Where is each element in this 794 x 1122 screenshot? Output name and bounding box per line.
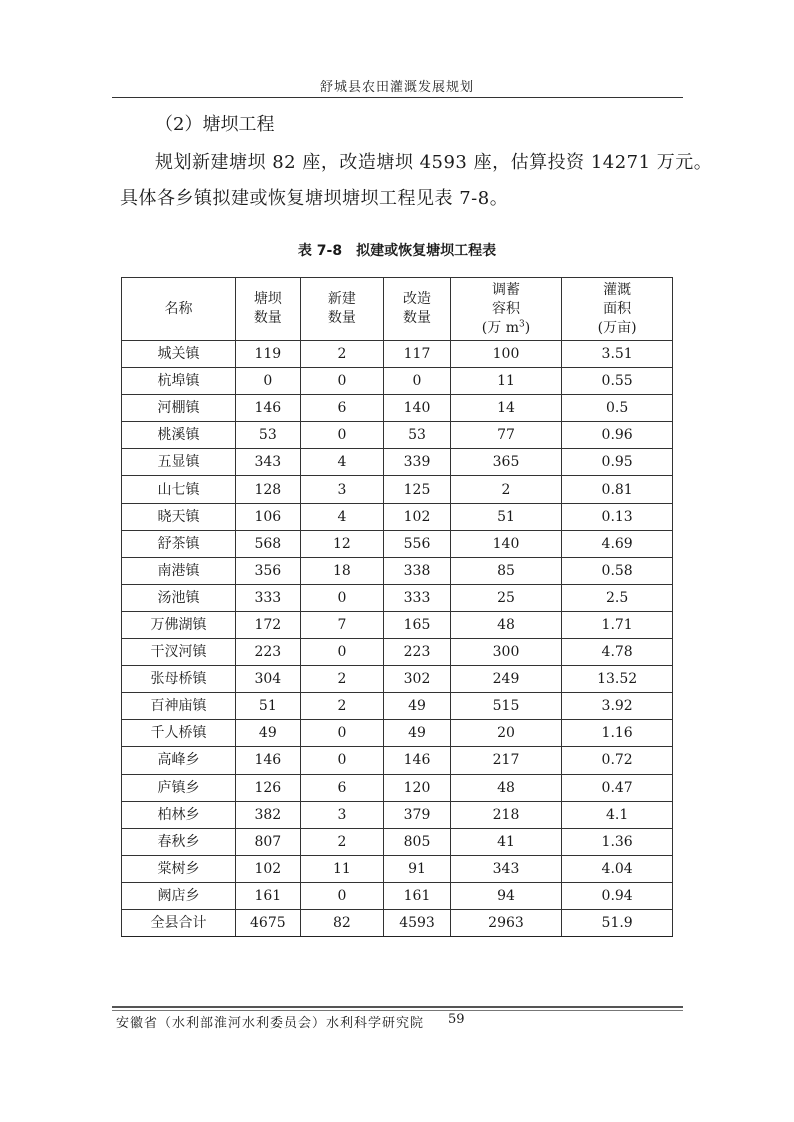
table-body: [122, 341, 673, 937]
header-dam-count: [236, 278, 300, 341]
header-name: [122, 278, 236, 341]
table-row: [122, 882, 673, 909]
cell-name: 干汊河镇: [122, 639, 236, 666]
cell-rebuild-count: 805: [384, 828, 450, 855]
table-row: [122, 395, 673, 422]
cell-rebuild-count: 223: [384, 639, 450, 666]
cell-dam-count: 128: [236, 476, 300, 503]
cell-irrigation-area: 0.81: [562, 476, 673, 503]
cell-dam-count: 223: [236, 639, 300, 666]
cell-new-count: 12: [300, 530, 384, 557]
body-paragraph-line-2: 具体各乡镇拟建或恢复塘坝塘坝工程见表 7-8。: [120, 188, 509, 209]
cell-rebuild-count: 165: [384, 611, 450, 638]
cell-irrigation-area: 13.52: [562, 666, 673, 693]
cell-name: 柏林乡: [122, 801, 236, 828]
cell-rebuild-count: 379: [384, 801, 450, 828]
table-row: [122, 611, 673, 638]
table-header-row: [122, 278, 673, 341]
cell-new-count: 0: [300, 368, 384, 395]
table-row: [122, 639, 673, 666]
table-row: [122, 341, 673, 368]
header-storage-l2: 容积: [492, 300, 520, 317]
cell-new-count: 2: [300, 341, 384, 368]
cell-dam-count: 102: [236, 855, 300, 882]
cell-rebuild-count: 339: [384, 449, 450, 476]
cell-rebuild-count: 49: [384, 720, 450, 747]
cell-rebuild-count: 161: [384, 882, 450, 909]
cell-new-count: 2: [300, 828, 384, 855]
cell-new-count: 18: [300, 557, 384, 584]
table-row: [122, 449, 673, 476]
cell-irrigation-area: 2.5: [562, 584, 673, 611]
cell-storage-volume: 140: [450, 530, 562, 557]
cell-storage-volume: 2963: [450, 909, 562, 936]
cell-dam-count: 568: [236, 530, 300, 557]
header-irrigation-area: [562, 278, 673, 341]
table-row: [122, 530, 673, 557]
cell-dam-count: 343: [236, 449, 300, 476]
cell-name: 南港镇: [122, 557, 236, 584]
table-row: [122, 801, 673, 828]
cell-irrigation-area: 0.96: [562, 422, 673, 449]
cell-irrigation-area: 4.69: [562, 530, 673, 557]
cell-dam-count: 51: [236, 693, 300, 720]
header-name-label: 名称: [164, 300, 193, 317]
cell-storage-volume: 515: [450, 693, 562, 720]
cell-irrigation-area: 1.16: [562, 720, 673, 747]
cell-rebuild-count: 556: [384, 530, 450, 557]
table-row: [122, 557, 673, 584]
cell-name: 庐镇乡: [122, 774, 236, 801]
cell-storage-volume: 217: [450, 747, 562, 774]
cell-irrigation-area: 0.13: [562, 503, 673, 530]
cell-new-count: 6: [300, 395, 384, 422]
header-new-count: [300, 278, 384, 341]
cell-new-count: 0: [300, 882, 384, 909]
cell-dam-count: 382: [236, 801, 300, 828]
cell-name: 阙店乡: [122, 882, 236, 909]
cell-rebuild-count: 53: [384, 422, 450, 449]
cell-name: 晓天镇: [122, 503, 236, 530]
cell-storage-volume: 85: [450, 557, 562, 584]
cell-new-count: 11: [300, 855, 384, 882]
cell-dam-count: 172: [236, 611, 300, 638]
cell-name: 棠树乡: [122, 855, 236, 882]
cell-new-count: 3: [300, 476, 384, 503]
header-new-count-l1: 新建: [327, 291, 356, 307]
cell-dam-count: 49: [236, 720, 300, 747]
running-header: 舒城县农田灌溉发展规划: [319, 80, 474, 95]
cell-name: 山七镇: [122, 476, 236, 503]
table-caption: 表 7-8 拟建或恢复塘坝工程表: [297, 243, 497, 259]
cell-irrigation-area: 3.51: [562, 341, 673, 368]
cell-irrigation-area: 4.78: [562, 639, 673, 666]
cell-new-count: 4: [300, 503, 384, 530]
cell-new-count: 6: [300, 774, 384, 801]
cell-new-count: 3: [300, 801, 384, 828]
table-row: [122, 693, 673, 720]
cell-dam-count: 333: [236, 584, 300, 611]
cell-new-count: 0: [300, 720, 384, 747]
table-row: [122, 828, 673, 855]
cell-storage-volume: 218: [450, 801, 562, 828]
cell-rebuild-count: 117: [384, 341, 450, 368]
cell-irrigation-area: 0.94: [562, 882, 673, 909]
header-dam-count-l1: 塘坝: [253, 291, 282, 307]
cell-rebuild-count: 120: [384, 774, 450, 801]
cell-irrigation-area: 0.55: [562, 368, 673, 395]
cell-storage-volume: 77: [450, 422, 562, 449]
cell-new-count: 4: [300, 449, 384, 476]
cell-dam-count: 161: [236, 882, 300, 909]
cell-rebuild-count: 146: [384, 747, 450, 774]
cell-rebuild-count: 102: [384, 503, 450, 530]
cell-new-count: 2: [300, 666, 384, 693]
header-storage-close: ): [524, 319, 531, 336]
cell-storage-volume: 343: [450, 855, 562, 882]
cell-name: 全县合计: [122, 909, 236, 936]
cell-name: 高峰乡: [122, 747, 236, 774]
header-dam-count-l2: 数量: [253, 310, 282, 326]
cell-name: 杭埠镇: [122, 368, 236, 395]
cell-rebuild-count: 125: [384, 476, 450, 503]
section-title: （2）塘坝工程: [155, 114, 275, 135]
table-row: [122, 368, 673, 395]
cell-dam-count: 0: [236, 368, 300, 395]
cell-name: 万佛湖镇: [122, 611, 236, 638]
cell-irrigation-area: 1.71: [562, 611, 673, 638]
cell-rebuild-count: 302: [384, 666, 450, 693]
cell-dam-count: 807: [236, 828, 300, 855]
cell-storage-volume: 365: [450, 449, 562, 476]
cell-new-count: 7: [300, 611, 384, 638]
cell-irrigation-area: 3.92: [562, 693, 673, 720]
cell-name: 桃溪镇: [122, 422, 236, 449]
cell-irrigation-area: 51.9: [562, 909, 673, 936]
cell-new-count: 0: [300, 422, 384, 449]
header-storage-l1: 调蓄: [492, 281, 520, 298]
cell-rebuild-count: 140: [384, 395, 450, 422]
cell-storage-volume: 2: [450, 476, 562, 503]
cell-rebuild-count: 0: [384, 368, 450, 395]
header-irrig-l3: (万亩): [597, 319, 637, 336]
header-rebuild-count: [384, 278, 450, 341]
cell-new-count: 0: [300, 584, 384, 611]
cell-storage-volume: 300: [450, 639, 562, 666]
cell-storage-volume: 100: [450, 341, 562, 368]
header-irrig-l2: 面积: [603, 300, 632, 317]
cell-storage-volume: 20: [450, 720, 562, 747]
header-storage-unit: (万 m: [481, 319, 519, 336]
footer-divider-thick: [112, 1006, 683, 1008]
header-storage-volume: [450, 278, 562, 341]
cell-rebuild-count: 91: [384, 855, 450, 882]
cell-name: 河棚镇: [122, 395, 236, 422]
cell-storage-volume: 51: [450, 503, 562, 530]
footer-organization: 安徽省（水利部淮河水利委员会）水利科学研究院: [116, 1016, 425, 1031]
cell-irrigation-area: 0.72: [562, 747, 673, 774]
table-row: [122, 476, 673, 503]
header-rebuild-count-l2: 数量: [403, 310, 431, 326]
table-row: [122, 855, 673, 882]
cell-dam-count: 146: [236, 747, 300, 774]
cell-name: 城关镇: [122, 341, 236, 368]
cell-rebuild-count: 338: [384, 557, 450, 584]
cell-irrigation-area: 0.47: [562, 774, 673, 801]
cell-name: 五显镇: [122, 449, 236, 476]
cell-storage-volume: 48: [450, 774, 562, 801]
body-paragraph-line-1: 规划新建塘坝 82 座，改造塘坝 4593 座，估算投资 14271 万元。: [155, 152, 713, 173]
cell-irrigation-area: 4.04: [562, 855, 673, 882]
cell-storage-volume: 94: [450, 882, 562, 909]
cell-new-count: 82: [300, 909, 384, 936]
cell-name: 千人桥镇: [122, 720, 236, 747]
cell-new-count: 0: [300, 747, 384, 774]
dam-project-table: [121, 277, 673, 937]
cell-storage-volume: 249: [450, 666, 562, 693]
table-row: [122, 774, 673, 801]
cell-dam-count: 119: [236, 341, 300, 368]
table-row: [122, 666, 673, 693]
cell-dam-count: 126: [236, 774, 300, 801]
cell-name: 百神庙镇: [122, 693, 236, 720]
cell-rebuild-count: 333: [384, 584, 450, 611]
table-row: [122, 503, 673, 530]
header-irrig-l1: 灌溉: [603, 281, 632, 298]
footer-divider-thin: [112, 1010, 683, 1011]
cell-irrigation-area: 4.1: [562, 801, 673, 828]
cell-dam-count: 146: [236, 395, 300, 422]
table-row: [122, 584, 673, 611]
cell-rebuild-count: 4593: [384, 909, 450, 936]
cell-irrigation-area: 0.5: [562, 395, 673, 422]
table-total-row: [122, 909, 673, 936]
cell-irrigation-area: 1.36: [562, 828, 673, 855]
cell-rebuild-count: 49: [384, 693, 450, 720]
cell-storage-volume: 14: [450, 395, 562, 422]
cell-dam-count: 304: [236, 666, 300, 693]
cell-irrigation-area: 0.58: [562, 557, 673, 584]
page-number: 59: [448, 1012, 465, 1027]
header-divider: [112, 97, 683, 98]
cell-irrigation-area: 0.95: [562, 449, 673, 476]
table-row: [122, 422, 673, 449]
header-rebuild-count-l1: 改造: [403, 291, 431, 307]
cell-storage-volume: 11: [450, 368, 562, 395]
table-row: [122, 747, 673, 774]
cell-new-count: 0: [300, 639, 384, 666]
cell-name: 汤池镇: [122, 584, 236, 611]
cell-dam-count: 106: [236, 503, 300, 530]
cell-dam-count: 356: [236, 557, 300, 584]
header-storage-sup: 3: [518, 318, 525, 329]
cell-name: 舒茶镇: [122, 530, 236, 557]
cell-dam-count: 4675: [236, 909, 300, 936]
cell-storage-volume: 25: [450, 584, 562, 611]
header-new-count-l2: 数量: [327, 310, 356, 326]
cell-name: 春秋乡: [122, 828, 236, 855]
cell-name: 张母桥镇: [122, 666, 236, 693]
cell-storage-volume: 41: [450, 828, 562, 855]
header-storage-l3: [451, 319, 562, 338]
cell-storage-volume: 48: [450, 611, 562, 638]
cell-dam-count: 53: [236, 422, 300, 449]
cell-new-count: 2: [300, 693, 384, 720]
table-row: [122, 720, 673, 747]
